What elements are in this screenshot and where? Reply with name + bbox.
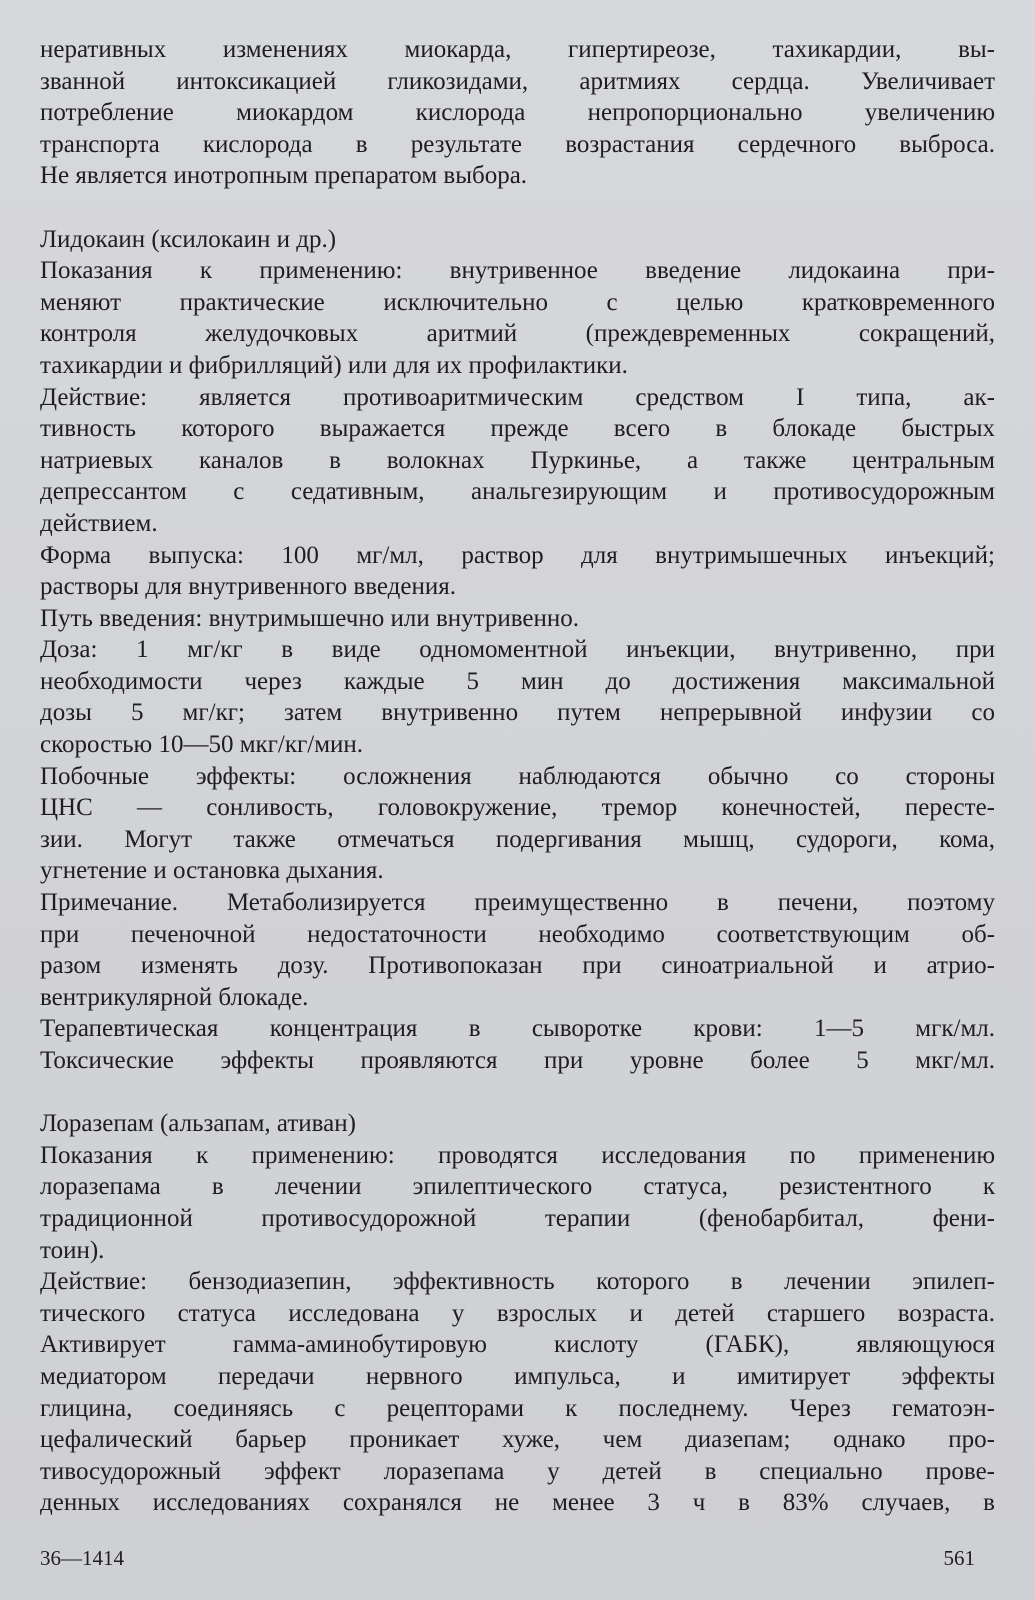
text-line: скоростью 10—50 мкг/кг/мин. <box>40 731 364 759</box>
text-line: Показания к применению: проводятся исследования по применению <box>40 1141 995 1169</box>
text-line: традиционной противосудорожной терапии (фенобарбитал, фени- <box>40 1204 995 1232</box>
text-line: тического статуса исследована у взрослых и детей старшего возраста. <box>40 1299 995 1327</box>
printer-signature: 36—1414 <box>40 1546 124 1570</box>
text-line: Путь введения: внутримышечно или внутривенно. <box>40 604 580 632</box>
text-line: званной интоксикацией гликозидами, аритмиях сердца. Увеличивает <box>40 67 995 95</box>
text-line: тивность которого выражается прежде всего в блокаде быстрых <box>40 415 995 443</box>
page-number: 561 <box>943 1546 975 1570</box>
text-line: тахикардии и фибрилляций) или для их профилактики. <box>40 351 628 379</box>
text-line: Действие: бензодиазепин, эффективность которого в лечении эпилеп- <box>40 1268 995 1296</box>
text-line: депрессантом с седативным, анальгезирующим и противосудорожным <box>40 478 995 506</box>
text-line: Форма выпуска: 100 мг/мл, раствор для внутримышечных инъекций; <box>40 541 995 569</box>
text-line: необходимости через каждые 5 мин до достижения максимальной <box>40 667 995 695</box>
text-line: натриевых каналов в волокнах Пуркинье, а также центральным <box>40 446 995 474</box>
page-text <box>40 34 995 1519</box>
text-line: Побочные эффекты: осложнения наблюдаются обычно со стороны <box>40 762 995 790</box>
text-line: действием. <box>40 509 158 537</box>
text-line: медиатором передачи нервного импульса, и имитирует эффекты <box>40 1362 995 1390</box>
text-line: тоин). <box>40 1236 105 1264</box>
text-line: денных исследованиях сохранялся не менее 3 ч в 83% случаев, в <box>40 1489 995 1517</box>
text-line: меняют практические исключительно с целью кратковременного <box>40 288 995 316</box>
text-line: ЦНС — сонливость, головокружение, тремор конечностей, пересте- <box>40 794 995 822</box>
text-line: лоразепама в лечении эпилептического статуса, резистентного к <box>40 1173 995 1201</box>
text-line: вентрикулярной блокаде. <box>40 983 309 1011</box>
section-gap <box>40 1077 995 1109</box>
text-line: Примечание. Метаболизируется преимущественно в печени, поэтому <box>40 889 995 917</box>
lorazepam-section <box>40 1108 995 1519</box>
lidocaine-section <box>40 224 995 1077</box>
section-gap <box>40 192 995 224</box>
text-line: Терапевтическая концентрация в сыворотке крови: 1—5 мгк/мл. <box>40 1015 995 1043</box>
text-line: Действие: является противоаритмическим средством I типа, ак- <box>40 383 995 411</box>
lorazepam-heading: Лоразепам (альзапам, ативан) <box>40 1110 356 1138</box>
text-line: дозы 5 мг/кг; затем внутривенно путем непрерывной инфузии со <box>40 699 995 727</box>
text-line: контроля желудочковых аритмий (преждевременных сокращений, <box>40 320 995 348</box>
text-line: Активирует гамма-аминобутировую кислоту (ГАБК), являющуюся <box>40 1331 995 1359</box>
text-line: зии. Могут также отмечаться подергивания мышц, судороги, кома, <box>40 825 995 853</box>
text-line: неративных изменениях миокарда, гипертиреозе, тахикардии, вы- <box>40 36 995 63</box>
text-line: Показания к применению: внутривенное введение лидокаина при- <box>40 257 995 285</box>
text-line: разом изменять дозу. Противопоказан при синоатриальной и атрио- <box>40 952 995 980</box>
text-line: Не является инотропным препаратом выбора. <box>40 162 528 190</box>
text-line: цефалический барьер проникает хуже, чем диазепам; однако про- <box>40 1426 995 1454</box>
text-line: тивосудорожный эффект лоразепама у детей в специально прове- <box>40 1457 995 1485</box>
text-line: Доза: 1 мг/кг в виде одномоментной инъекции, внутривенно, при <box>40 636 995 664</box>
text-line: глицина, соединяясь с рецепторами к последнему. Через гематоэн- <box>40 1394 995 1422</box>
text-line: растворы для внутривенного введения. <box>40 573 456 601</box>
text-line: при печеночной недостаточности необходимо соответствующим об- <box>40 920 995 948</box>
text-line: транспорта кислорода в результате возрастания сердечного выброса. <box>40 130 995 158</box>
text-line: потребление миокардом кислорода непропорционально увеличению <box>40 99 995 127</box>
intro-paragraph <box>40 34 995 192</box>
text-line: Токсические эффекты проявляются при уровне более 5 мкг/мл. <box>40 1047 995 1074</box>
text-line: угнетение и остановка дыхания. <box>40 857 384 885</box>
lidocaine-heading: Лидокаин (ксилокаин и др.) <box>40 225 337 253</box>
